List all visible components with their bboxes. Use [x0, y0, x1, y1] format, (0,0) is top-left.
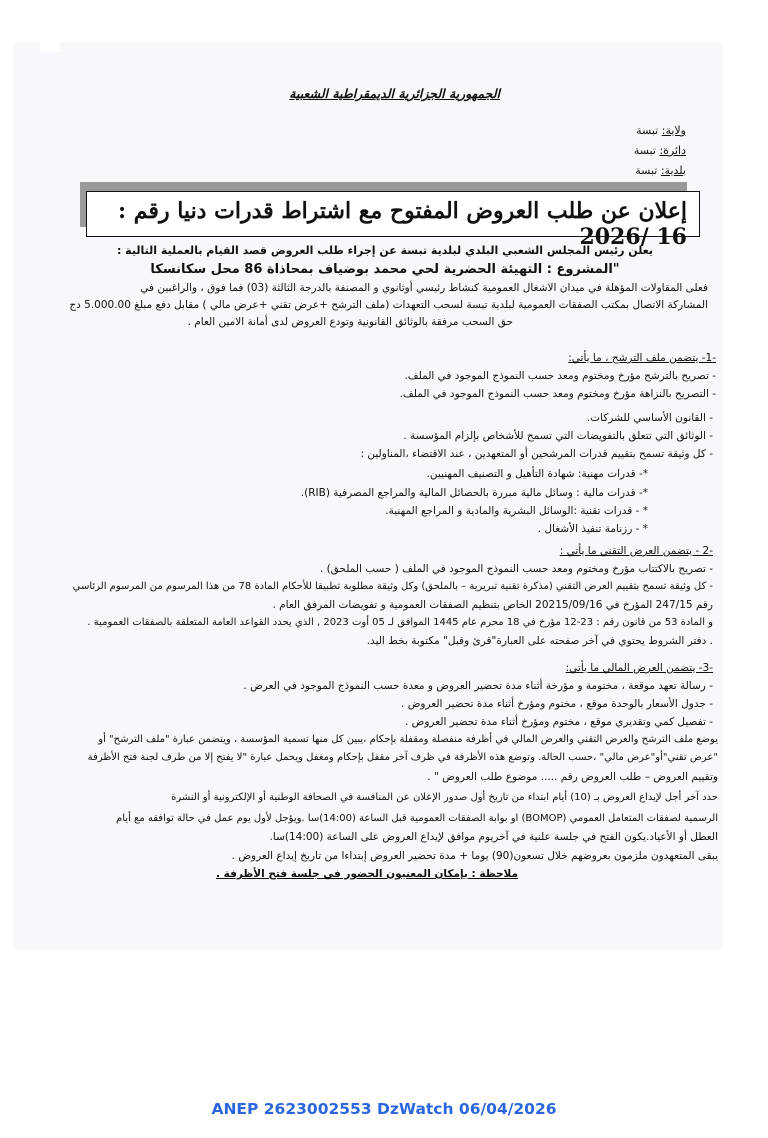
announcement-title: إعلان عن طلب العروض المفتوح مع اشتراط قدرات دنيا رقم : 16 /2026 — [118, 198, 687, 250]
daira-value: تبسة — [633, 144, 656, 157]
section-3-heading: -3- يتضمن العرض المالي ما يأتي: — [565, 662, 713, 674]
daira-label: دائرة: — [659, 144, 686, 157]
wilaya-label: ولاية: — [661, 124, 686, 137]
daira-line — [634, 144, 686, 157]
capacity-item: * - قدرات تقنية :الوسائل البشرية والمادية و المراجع المهنية. — [385, 505, 648, 517]
section-3-item: "عرض تقني"أو"عرض مالي" ،حسب الحالة. وتوضع هذه الأظرفة في ظرف آخر مقفل بإحكام ومغفل ويحمل عبارة "لا يفتح إلا من طرف لجنة فتح الأظرفة — [87, 752, 718, 763]
section-2-heading: -2 - يتضمن العرض التقني ما يأتي : — [559, 545, 713, 557]
section-3-item: وتقييم العروض – طلب العروض رقم ..... موضوع طلب العروض " . — [427, 771, 718, 783]
section-3-item: - تفصيل كمي وتقديري موقع ، مختوم ومؤرخ أثناء مدة تحضير العروض . — [404, 716, 713, 728]
section-1-item: - القانون الأساسي للشركات. — [586, 412, 713, 424]
capacity-item: *- قدرات مالية : وسائل مالية مبررة بالحصائل المالية والمراجع المصرفية (RIB). — [300, 487, 648, 499]
wilaya-value: تبسة — [636, 124, 659, 137]
deadline-line-3: العطل أو الأعياد.يكون الفتح في جلسة علنية في آخريوم موافق لإيداع العروض على الساعة (14:00)سا. — [269, 831, 718, 843]
republic-heading: الجمهورية الجزائرية الديمقراطية الشعبية — [289, 86, 500, 101]
deadline-line-1: حدد آخر أجل لإيداع العروض بـ (10) أيام ابتداء من تاريخ أول صدور الإعلان عن المنافسة في الصحافة الوطنية أو الإلكترونية أو النشرة — [171, 792, 718, 803]
note-line: ملاحظة : بإمكان المعنيون الحضور في جلسة فتح الأظرفة . — [215, 868, 518, 880]
capacity-item: * - رزنامة تنفيذ الأشغال . — [537, 523, 648, 535]
deadline-line-2: الرسمية لصفقات المتعامل العمومي (BOMOP) او بوابة الصفقات العمومية قبل الساعة (14:00)سا .ويؤجل لأول يوم عمل في حالة توافقه مع أيام — [116, 813, 718, 824]
title-box — [86, 191, 700, 250]
scan-corner — [40, 42, 60, 52]
wilaya-line — [636, 124, 686, 137]
section-2-item: . دفتر الشروط يحتوي في آخر صفحته على العبارة"قرئ وقبل" مكتوبة بخط اليد. — [366, 635, 713, 647]
intro-paragraph-3: حق السحب مرفقة بالوثائق القانونية وتودع العروض لدى أمانة الامين العام . — [187, 316, 513, 328]
section-1-item: - كل وثيقة تسمح بتقييم قدرات المرشحين أو المتعهدين ، عند الاقتضاء ،المناولين : — [360, 448, 713, 460]
baladiya-line — [635, 164, 686, 177]
section-1-item: - الوثائق التي تتعلق بالتفويضات التي تسمح للأشخاص بإلزام المؤسسة . — [403, 430, 713, 442]
section-1-item: - تصريح بالترشح مؤرخ ومختوم ومعد حسب النموذج الموجود في الملف. — [404, 370, 716, 382]
section-2-item: - كل وثيقة تسمح بتقييم العرض التقني (مذكرة تقنية تبريرية – بالملحق) وكل وثيقة مطلوبة تطبيقا للأحكام المادة 78 من هذا المرسوم من المرسوم الرئاسي — [72, 581, 713, 592]
validity-line: يبقى المتعهدون ملزمون بعروضهم خلال تسعون(90) يوما + مدة تحضير العروض إبتداءا من تاريخ إيداع العروض . — [231, 850, 718, 862]
project-name: "المشروع : التهيئة الحضرية لحي محمد بوضياف بمحاذاة 86 محل سكانسكا — [150, 262, 620, 277]
intro-paragraph-1: فعلى المقاولات المؤهلة في ميدان الاشغال العمومية كنشاط رئيسي أوثانوي و المصنفة بالدرجة الثالثة (03) فما فوق ، والراغبين في — [140, 282, 708, 294]
intro-paragraph-2: المشاركة الاتصال بمكتب الصفقات العمومية لبلدية تبسة لسحب التعهدات (ملف الترشح +عرض تقني +عرض مالي ) مقابل دفع مبلغ 5.000.00 دج — [69, 299, 708, 311]
capacity-item: *- قدرات مهنية: شهادة التأهيل و التصنيف المهنيين. — [426, 468, 648, 480]
baladiya-value: تبسة — [635, 164, 658, 177]
section-1-item: - التصريح بالنزاهة مؤرخ ومختوم ومعد حسب النموذج الموجود في الملف. — [399, 388, 716, 400]
section-2-item: و المادة 53 من قانون رقم : 23-12 مؤرخ في 18 محرم عام 1445 الموافق لـ 05 أوت 2023 , الذي يحدد القواعد العامة المتعلقة بالصفقات العمومية . — [87, 617, 713, 628]
footer-reference: ANEP 2623002553 DzWatch 06/04/2026 — [211, 1100, 557, 1118]
intro-announce: يعلن رئيس المجلس الشعبي البلدي لبلدية تبسة عن إجراء طلب العروض قصد القيام بالعملية التالية : — [116, 244, 654, 257]
section-2-item: - تصريح بالاكتتاب مؤرخ ومختوم ومعد حسب النموذج الموجود في الملف ( حسب الملحق) . — [319, 563, 713, 575]
section-1-heading: -1- يتضمن ملف الترشح ، ما يأتي: — [568, 352, 716, 364]
section-3-item: يوضع ملف الترشح والعرض التقني والعرض المالي في أظرفة منفصلة ومقفلة بإحكام ،يبين كل منها تسمية المؤسسة ، ويتضمن عبارة "ملف الترشح" أو — [98, 734, 718, 745]
section-3-item: - جدول الأسعار بالوحدة موقع ، مختوم ومؤرخ أثناء مدة تحضير العروض . — [401, 698, 713, 710]
section-2-item: رقم 247/15 المؤرخ في 20215/09/16 الخاص بتنظيم الصفقات العمومية و تفويضات المرفق العام . — [272, 599, 713, 611]
section-3-item: - رسالة تعهد موقعة ، مختومة و مؤرخة أثناء مدة تحضير العروض و معدة حسب النموذج الموجود في العرض . — [243, 680, 713, 692]
baladiya-label: بلدية: — [660, 164, 686, 177]
